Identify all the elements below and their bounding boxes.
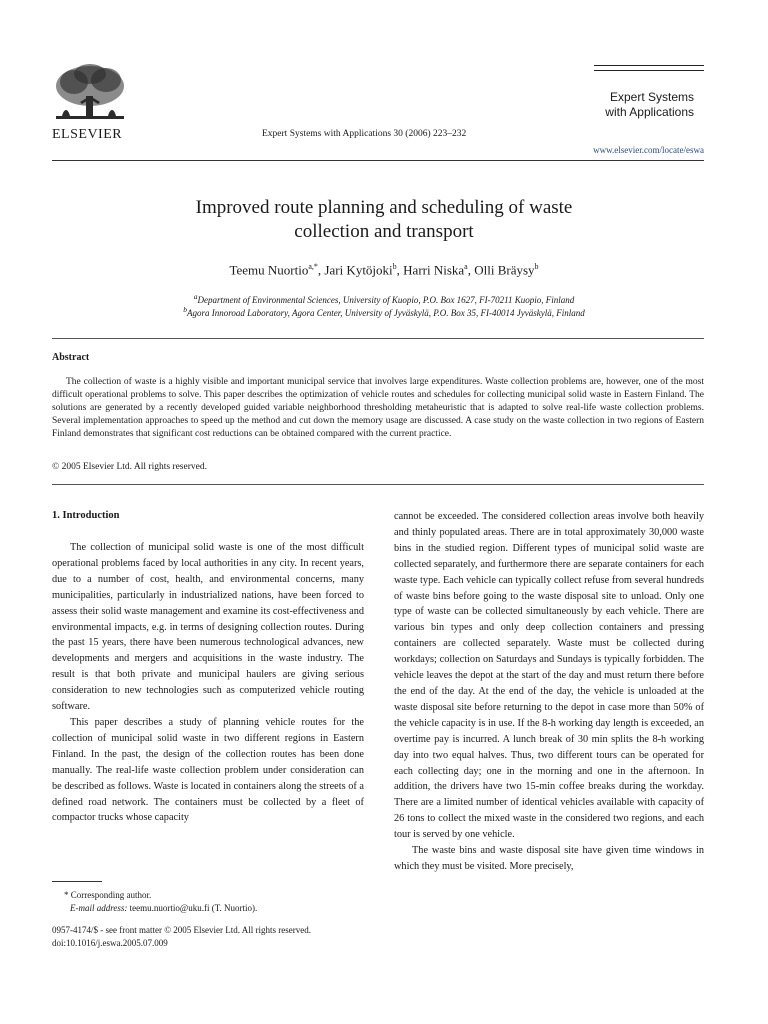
author-separator: , bbox=[396, 262, 404, 278]
affiliation-b bbox=[100, 305, 668, 318]
author-name: Teemu Nuortio bbox=[229, 262, 309, 278]
body-paragraph: The waste bins and waste disposal site have given time windows in which they must be visited. More precisely, bbox=[394, 845, 704, 872]
abstract-top-rule bbox=[52, 338, 704, 339]
footnote bbox=[52, 889, 364, 915]
abstract-body: The collection of waste is a highly visible and important municipal service that involves large expenditures. Waste collection problems are, however, one of the most difficult operational problems to solve. This paper describes the optimization of vehicle routes and schedules for collecting municipal solid waste in Eastern Finland. The solutions are generated by a recently developed guided variable neighborhood thresholding metaheuristic that is adapted to solve real-life waste collection problems. Several implementation approaches to speed up the method and cut down the memory usage are discussed. A case study on the waste collection in two regions of Eastern Finland demonstrates that significant cost reductions can be obtained compared with the current practice. bbox=[52, 377, 704, 439]
journal-brand-rule bbox=[594, 65, 704, 66]
journal-brand-line1: Expert Systems bbox=[609, 90, 694, 104]
issn-line: 0957-4174/$ - see front matter © 2005 Elsevier Ltd. All rights reserved. bbox=[52, 925, 312, 935]
paper-title-line2: collection and transport bbox=[294, 221, 474, 242]
author-separator: , bbox=[467, 262, 475, 278]
author-affiliation-mark: b bbox=[534, 262, 539, 271]
front-matter-info bbox=[52, 924, 364, 950]
body-paragraph: cannot be exceeded. The considered collection areas involve both heavily and thinly populated areas. There are in total approximately 30,000 waste bins in the studied region. Different types of municipal solid waste are collected separately, and furthermore there are separate containers for each waste type. Each vehicle can typically collect refuse from several hundreds of waste bins before going to the waste disposal site to unload. Only one type of waste can be collected simultaneously by each vehicle. There are various bin types and only deep collection containers and pressing containers are collected separately. Waste must be collected during workdays; collection on Saturdays and Sundays is typically forbidden. The vehicle leaves the depot at the start of the day and must return there before the end of the day. At the end of the day, the vehicle is unloaded at the waste disposal site before returning to the depot in case more than 50% of the vehicle capacity is in use. If the 8-h working day length is exceeded, an overtime pay is incurred. A lunch break of 30 min splits the 8-h working day into two equal halves. Thus, two different tours can be operated for each collecting day; one in the morning and one in the afternoon. In addition, the drivers have two 15-min coffee breaks during the workday. There are a limited number of identical vehicles available with capacity of 26 tons to collect the mixed waste in the considered two regions, and each tour is served by one vehicle. bbox=[394, 511, 704, 841]
affiliation-text: Department of Environmental Sciences, University of Kuopio, P.O. Box 1627, FI-70211 Kuopio, Finland bbox=[197, 295, 575, 305]
abstract-copyright: © 2005 Elsevier Ltd. All rights reserved. bbox=[52, 462, 207, 472]
header-divider bbox=[52, 160, 704, 161]
affiliation-a bbox=[100, 292, 668, 305]
author-list bbox=[100, 262, 668, 278]
author-affiliation-mark: a,* bbox=[308, 262, 318, 271]
author-name: Olli Bräysy bbox=[474, 262, 535, 278]
body-paragraph: This paper describes a study of planning vehicle routes for the collection of municipal solid waste in two different regions in Eastern Finland. In the past, the design of the collection routes has been done manually. The real-life waste collection problem under consideration can be described as follows. Waste is located in containers along the streets of a defined road network. The containers must be collected by a fleet of compactor trucks whose capacity bbox=[52, 716, 364, 824]
paper-title-line1: Improved route planning and scheduling of waste bbox=[195, 197, 573, 218]
affiliation-mark: a bbox=[193, 292, 198, 301]
left-column bbox=[52, 540, 364, 826]
journal-brand bbox=[560, 90, 694, 120]
journal-brand-rule-thin bbox=[594, 70, 704, 71]
email-note bbox=[52, 902, 364, 915]
author-separator: , bbox=[317, 262, 325, 278]
publisher-name: ELSEVIER bbox=[52, 127, 123, 142]
abstract-heading: Abstract bbox=[52, 352, 90, 363]
paper-title bbox=[100, 196, 668, 244]
author-affiliation-mark: a bbox=[464, 262, 468, 271]
right-column bbox=[394, 509, 704, 875]
email-label: E-mail address: bbox=[70, 903, 128, 913]
section-heading: 1. Introduction bbox=[52, 510, 120, 521]
affiliation-mark: b bbox=[183, 305, 187, 314]
affiliation-text: Agora Innoroad Laboratory, Agora Center, University of Jyväskylä, P.O. Box 35, FI-40014 Jyväskylä, Finland bbox=[186, 308, 585, 318]
journal-brand-line2: with Applications bbox=[605, 105, 694, 119]
email-address-link[interactable]: teemu.nuortio@uku.fi (T. Nuortio). bbox=[129, 903, 258, 913]
abstract-bottom-rule bbox=[52, 484, 704, 485]
author-name: Jari Kytöjoki bbox=[324, 262, 393, 278]
footnote-rule bbox=[52, 881, 102, 882]
journal-citation: Expert Systems with Applications 30 (2006) 223–232 bbox=[262, 129, 467, 139]
body-paragraph: The collection of municipal solid waste is one of the most difficult operational problems faced by local authorities in any city. In recent years, due to a number of cost, health, and environmental concerns, many municipalities, particularly in industrialized nations, have been forced to assess their solid waste management and examine its cost-effectiveness and environmental impacts, e.g. in terms of designing collection routes. During the past 15 years, there have been numerous technological advances, new developments and mergers and acquisitions in the waste industry. The result is that both private and municipal haulers are giving serious consideration to new technologies such as computerized vehicle routing software. bbox=[52, 542, 364, 713]
author-name: Harri Niska bbox=[403, 262, 465, 278]
corresponding-author-note: * Corresponding author. bbox=[64, 890, 152, 900]
author-affiliation-mark: b bbox=[392, 262, 397, 271]
journal-url-link[interactable]: www.elsevier.com/locate/eswa bbox=[593, 145, 704, 155]
doi-line[interactable]: doi:10.1016/j.eswa.2005.07.009 bbox=[52, 938, 168, 948]
elsevier-tree-logo bbox=[50, 62, 130, 126]
